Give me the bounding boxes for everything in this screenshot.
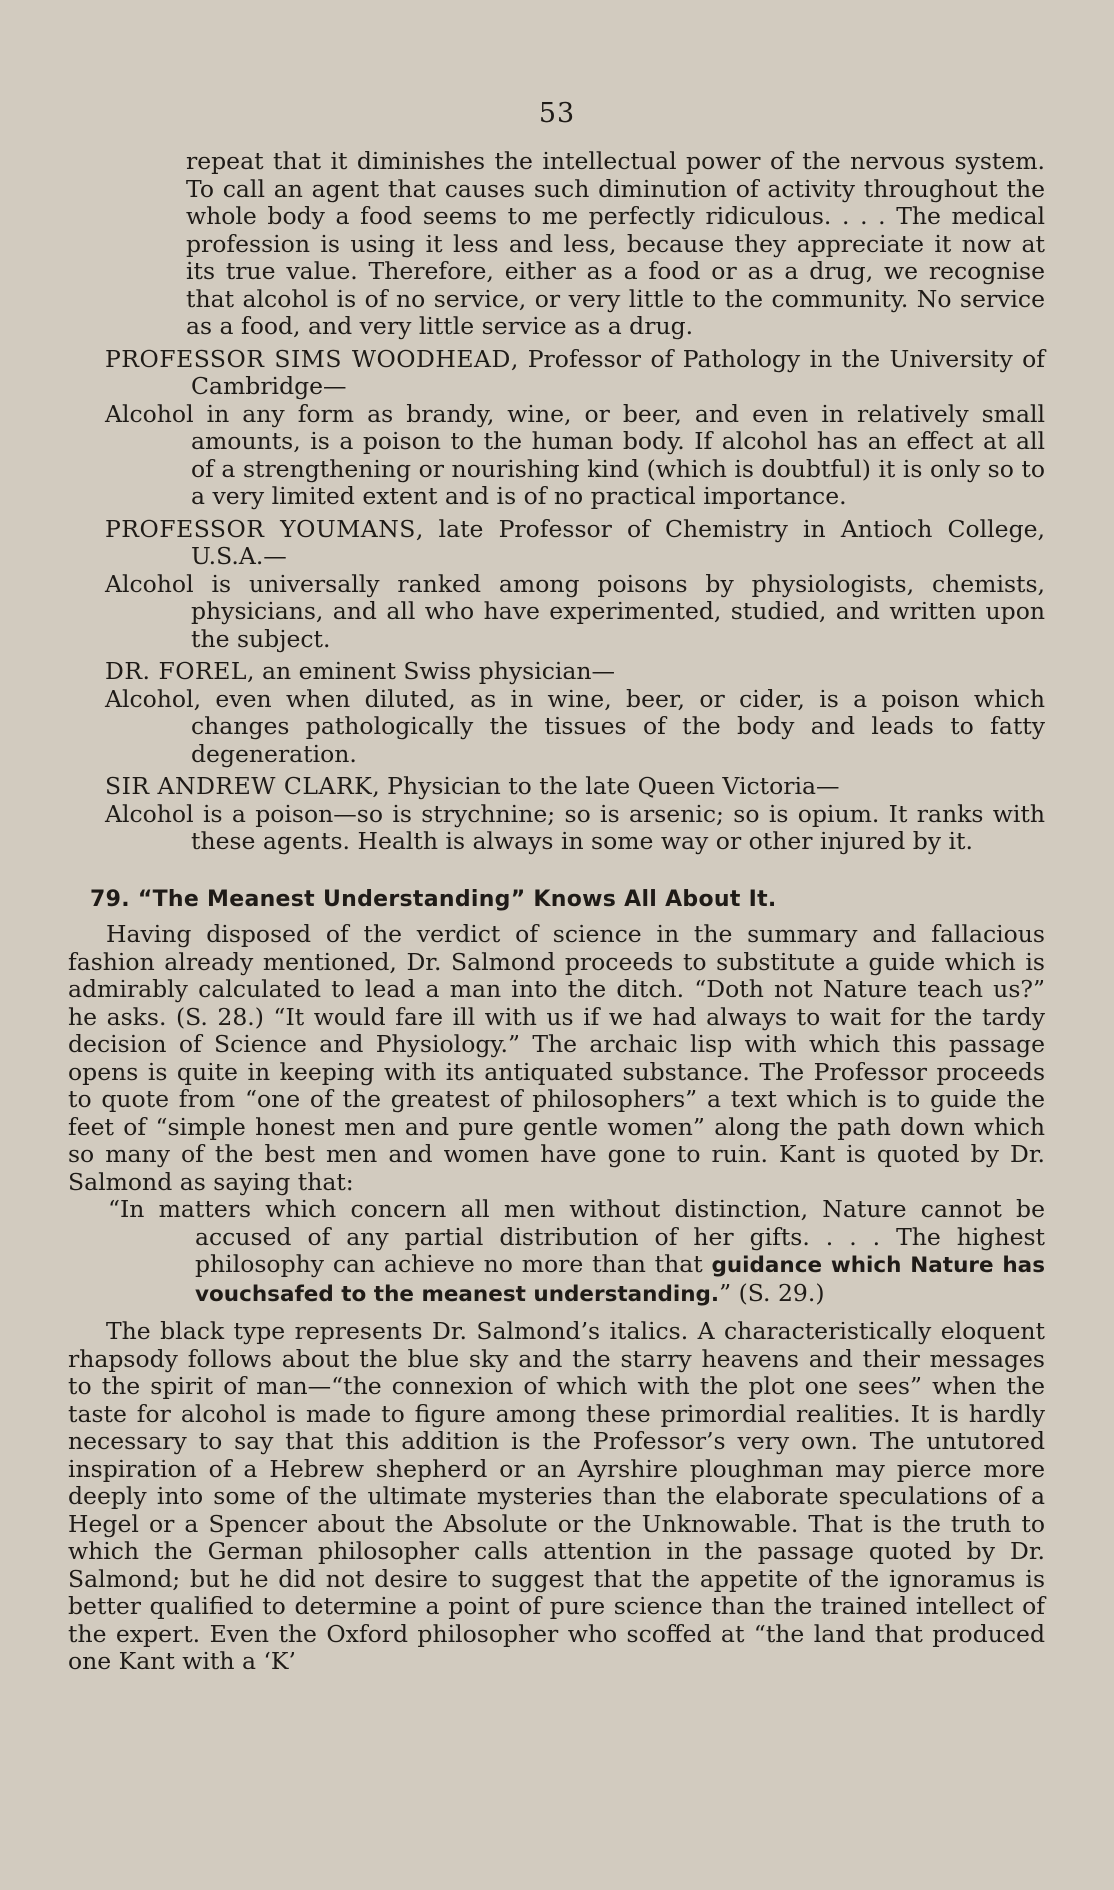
testimony-youmans (100, 516, 1045, 654)
speaker-credential: , Professor of Pathology in the University of Cambridge— (191, 344, 1045, 400)
page-text-block (68, 147, 1045, 1676)
page-number: 53 (538, 98, 576, 129)
testimony-quote: Alcohol, even when diluted, as in wine, beer, or cider, is a poison which changes pathologically the tissues of the body and leads to fatty degeneration. (105, 684, 1045, 768)
speaker-name: DR. FOREL (105, 657, 248, 685)
speaker-name: PROFESSOR SIMS WOODHEAD (105, 344, 511, 373)
testimony-quote: Alcohol in any form as brandy, wine, or beer, and even in relatively small amounts, is a poison to the human body. If alcohol has an effect at all of a strengthening or nourishing kind (which is doubtful) it is only so to a very limited extent and is of no practical importance. (105, 399, 1045, 510)
testimony-clark (100, 773, 1045, 856)
testimony-forel (100, 658, 1045, 768)
testimony-source (105, 658, 1045, 686)
testimony-source (105, 346, 1045, 401)
kant-quote-text: “In matters which concern all men without distinction, Nature cannot be accused of any partial distribution of her gifts. . . . The highest philosophy can achieve no more than that (108, 1195, 1045, 1278)
section-paragraph-2: The black type represents Dr. Salmond’s italics. A characteristically eloquent rhapsody follows about the blue sky and the starry heavens and their messages to the spirit of man—“the connexion of which with the plot one sees” when the taste for alcohol is made to figure among these primordial realities. It is hardly necessary to say that this addition is the Professor’s very own. The untutored inspiration of a Hebrew shepherd or an Ayrshire ploughman may pierce more deeply into some of the ultimate mysteries than the elaborate speculations of a Hegel or a Spencer about the Absolute or the Unknowable. That is the truth to which the German philosopher calls attention in the passage quoted by Dr. Salmond; but he did not desire to suggest that the appetite of the ignoramus is better qualified to determine a point of pure science than the trained intellect of the expert. Even the Oxford philosopher who scoffed at “the land that produced one Kant with a ‘K’ (68, 1317, 1045, 1675)
speaker-credential: , Physician to the late Queen Victoria— (372, 772, 840, 800)
testimony-quote: Alcohol is universally ranked among poisons by physiologists, chemists, physicians, and all who have experimented, studied, and written upon the subject. (105, 569, 1045, 653)
speaker-name: SIR ANDREW CLARK (105, 772, 373, 800)
section-heading: 79. “The Meanest Understanding” Knows All About It. (90, 886, 777, 912)
section-paragraph-1: Having disposed of the verdict of science in the summary and fallacious fashion already mentioned, Dr. Salmond proceeds to substitute a guide which is admirably calculated to lead a man into the ditch. “Doth not Nature teach us?” he asks. (S. 28.) “It would fare ill with us if we had always to wait for the tardy decision of Science and Physiology.” The archaic lisp with which this passage opens is quite in keeping with its antiquated substance. The Professor proceeds to quote from “one of the greatest of philosophers” a text which is to guide the feet of “simple honest men and pure gentle women” along the path down which so many of the best men and women have gone to ruin. Kant is quoted by Dr. Salmond as saying that: (68, 920, 1045, 1196)
kant-quote-citation: ” (S. 29.) (719, 1278, 825, 1307)
speaker-credential: , late Professor of Chemistry in Antioch College, U.S.A.— (191, 514, 1045, 570)
testimony-woodhead (100, 346, 1045, 511)
intro-paragraph: repeat that it diminishes the intellectual power of the nervous system. To call an agent that causes such diminution of activity throughout the whole body a food seems to me perfectly ridiculous. . . . The medical profession is using it less and less, because they appreciate it now at its true value. Therefore, either as a food or as a drug, we recognise that alcohol is of no service, or very little to the community. No service as a food, and very little service as a drug. (186, 147, 1045, 340)
speaker-name: PROFESSOR YOUMANS (105, 514, 416, 543)
testimony-quote: Alcohol is a poison—so is strychnine; so is arsenic; so is opium. It ranks with these agents. Health is always in some way or other injured by it. (105, 799, 1045, 855)
testimony-source (105, 773, 1045, 801)
testimony-source (105, 516, 1045, 571)
kant-quote (108, 1196, 1045, 1308)
kant-quote-bold: guidance which Nature has vouchsafed to the meanest understanding. (195, 1253, 1045, 1307)
speaker-credential: , an eminent Swiss physician— (247, 657, 616, 685)
